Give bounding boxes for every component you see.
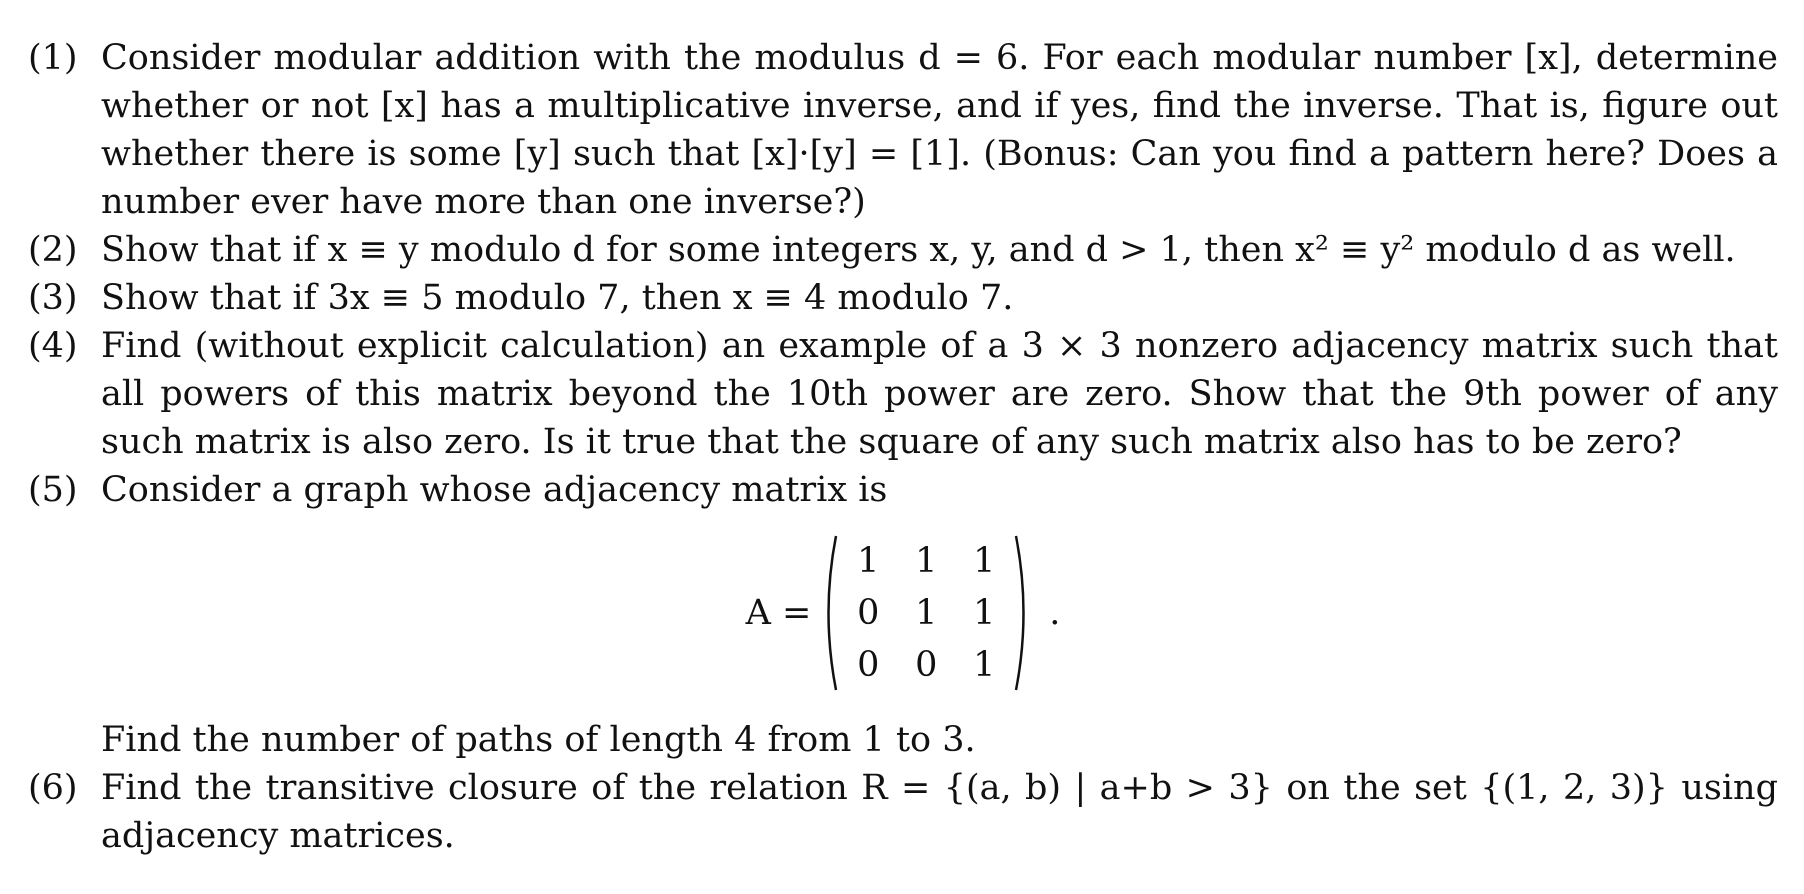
problem-3 bbox=[28, 274, 1778, 322]
problem-number: (3) bbox=[28, 278, 78, 318]
adjacency-matrix bbox=[28, 528, 1778, 698]
problem-6 bbox=[28, 764, 1778, 860]
matrix-trailing-period: . bbox=[1049, 593, 1061, 633]
right-paren-icon bbox=[1013, 533, 1035, 693]
problem-text: Find the transitive closure of the relation R = {(a, b) | a+b > 3} on the set {(1, 2, 3)} using adjacency matrices. bbox=[101, 768, 1778, 856]
problem-number: (1) bbox=[28, 38, 78, 78]
problem-text: Find (without explicit calculation) an example of a 3 × 3 nonzero adjacency matrix such that all powers of this matrix beyond the 10th power are zero. Show that the 9th power of any such matrix is also zero. Is it true that the square of any such matrix also has to be zero? bbox=[101, 326, 1778, 462]
problem-number: (2) bbox=[28, 230, 78, 270]
matrix-entry: 1 bbox=[915, 593, 938, 633]
matrix-grid bbox=[839, 535, 1013, 691]
problem-number: (5) bbox=[28, 470, 78, 510]
problem-5 bbox=[28, 466, 1778, 514]
matrix-entry: 0 bbox=[915, 645, 938, 685]
problem-list bbox=[28, 34, 1778, 860]
problem-4 bbox=[28, 322, 1778, 466]
matrix-entry: 0 bbox=[857, 645, 880, 685]
problem-2 bbox=[28, 226, 1778, 274]
matrix-entry: 1 bbox=[857, 541, 880, 581]
matrix-entry: 0 bbox=[857, 593, 880, 633]
problem-number: (4) bbox=[28, 326, 78, 366]
matrix-entry: 1 bbox=[973, 645, 996, 685]
problem-number: (6) bbox=[28, 768, 78, 808]
problem-5-followup: Find the number of paths of length 4 from 1 to 3. bbox=[101, 720, 976, 760]
problem-text: Show that if 3x ≡ 5 modulo 7, then x ≡ 4 modulo 7. bbox=[101, 278, 1014, 318]
problem-text: Consider modular addition with the modulus d = 6. For each modular number [x], determine whether or not [x] has a multiplicative inverse, and if yes, find the inverse. That is, figure out whether there is some [y] such that [x]·[y] = [1]. (Bonus: Can you find a pattern here? Does a number ever have more than one inverse?) bbox=[101, 38, 1778, 222]
matrix-entry: 1 bbox=[973, 593, 996, 633]
left-paren-icon bbox=[817, 533, 839, 693]
problem-text: Consider a graph whose adjacency matrix is bbox=[101, 470, 888, 510]
problem-1 bbox=[28, 34, 1778, 226]
matrix-entry: 1 bbox=[973, 541, 996, 581]
problem-text: Show that if x ≡ y modulo d for some integers x, y, and d > 1, then x² ≡ y² modulo d as well. bbox=[101, 230, 1736, 270]
matrix-entry: 1 bbox=[915, 541, 938, 581]
matrix-lhs: A = bbox=[745, 593, 812, 633]
